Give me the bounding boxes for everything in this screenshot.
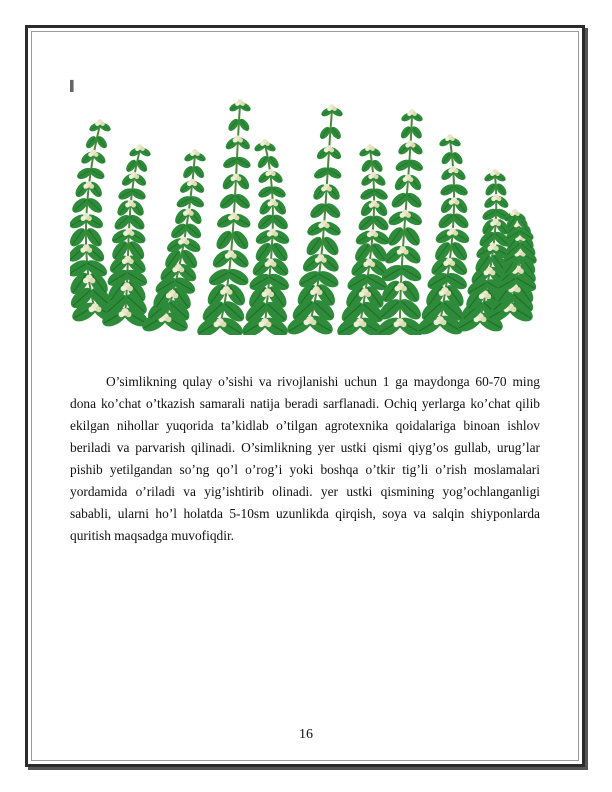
- oregano-plant-illustration: [70, 95, 540, 335]
- bullet-marker: ▌: [70, 81, 78, 92]
- paragraph: O’simlikning qulay o’sishi va rivojlanishi uchun 1 ga maydonga 60-70 ming dona ko’chat o’tkazish samarali natija beradi sarflanadi. Ochiq yerlarga ko’chat qilib ekilgan nihollar yuqorida ta’kidlab o’tilgan agrotexnika qoidalariga binoan ishlov beriladi va parvarish qilinadi. O’simlikning yer ustki qismi qiyg’os gullab, urug’lar pishib yetilgandan so’ng qo’l o’rog’i yoki boshqa o’tkir tig’li o’rish moslamalari yordamida o’riladi va yig’ishtirib olinadi. yer ustki qismining yog’ochlanganligi sababli, ularni ho’l holatda 5-10sm uzunlikda qirqish, soya va salqin shiyponlarda quritish maqsadga muvofiqdir.: [70, 374, 540, 543]
- body-text: [70, 371, 540, 547]
- page-number: 16: [299, 727, 313, 742]
